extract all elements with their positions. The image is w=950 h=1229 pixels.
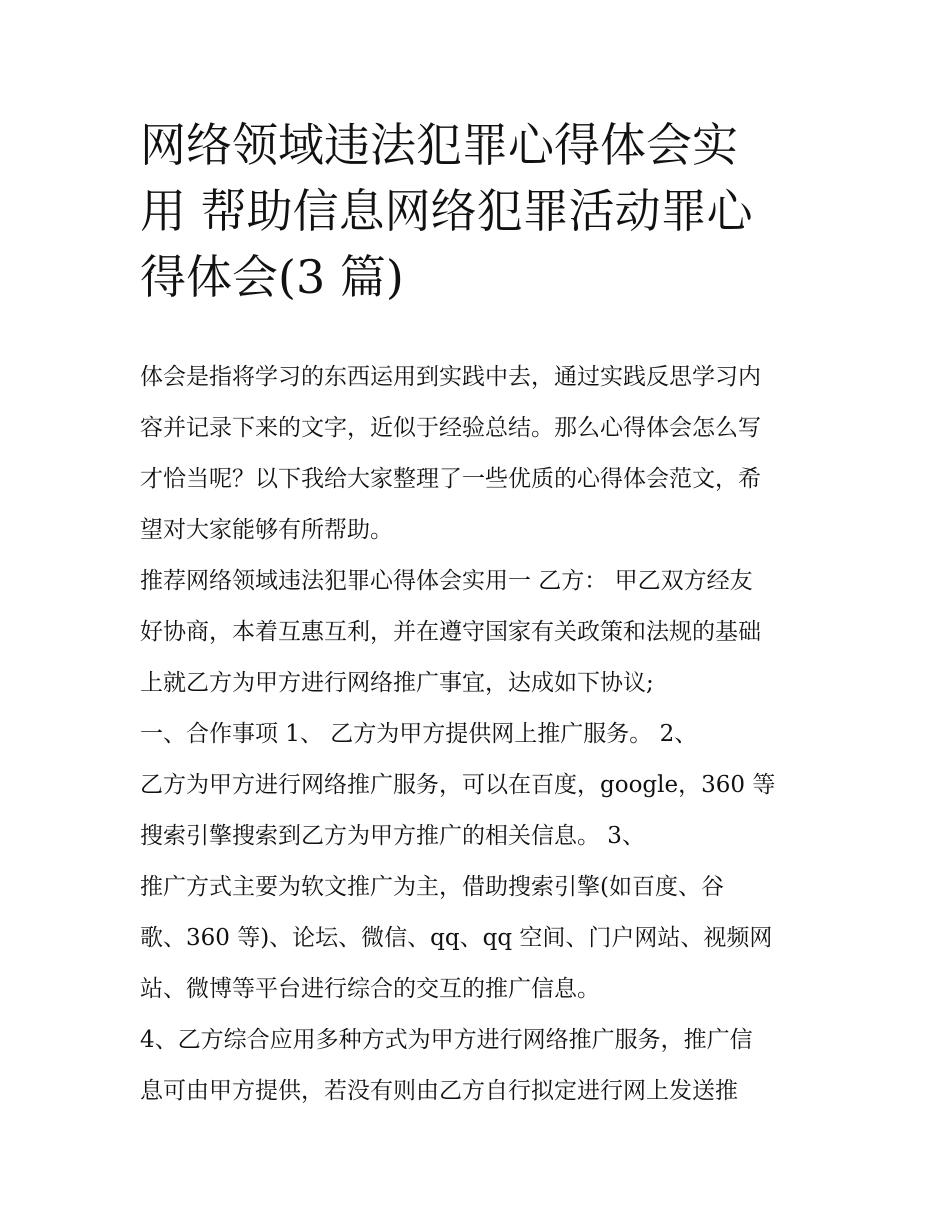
text-line: 乙方为甲方进行网络推广服务，可以在百度，google，360 等 (140, 772, 776, 798)
text-line: 好协商，本着互惠互利，并在遵守国家有关政策和法规的基础 (140, 619, 761, 645)
text-line: 息可由甲方提供，若没有则由乙方自行拟定进行网上发送推 (140, 1078, 738, 1104)
text-line: 望对大家能够有所帮助。 (140, 517, 393, 543)
title-line: 用 帮助信息网络犯罪活动罪心 (140, 184, 753, 238)
title-line: 得体会(3 篇) (140, 250, 404, 304)
text-line: 才恰当呢？以下我给大家整理了一些优质的心得体会范文，希 (140, 466, 761, 492)
intro-paragraph (140, 352, 820, 556)
document-title (140, 112, 820, 310)
text-line: 容并记录下来的文字，近似于经验总结。那么心得体会怎么写 (140, 415, 761, 441)
text-line: 歌、360 等)、论坛、微信、qq、qq 空间、门户网站、视频网 (140, 925, 773, 951)
text-line: 一、合作事项 1、 乙方为甲方提供网上推广服务。 2、 (140, 721, 698, 747)
document-body (140, 352, 820, 1117)
service-paragraph (140, 1015, 820, 1117)
text-line: 站、微博等平台进行综合的交互的推广信息。 (140, 976, 600, 1002)
text-line: 推荐网络领域违法犯罪心得体会实用一 乙方： 甲乙双方经友 (140, 568, 753, 594)
cooperation-paragraph (140, 709, 820, 1015)
title-line: 网络领域违法犯罪心得体会实 (140, 118, 738, 172)
text-line: 上就乙方为甲方进行网络推广事宜，达成如下协议; (140, 670, 654, 696)
agreement-paragraph (140, 556, 820, 709)
text-line: 4、乙方综合应用多种方式为甲方进行网络推广服务，推广信 (140, 1027, 753, 1053)
text-line: 体会是指将学习的东西运用到实践中去，通过实践反思学习内 (140, 364, 761, 390)
text-line: 推广方式主要为软文推广为主，借助搜索引擎(如百度、谷 (140, 874, 724, 900)
text-line: 搜索引擎搜索到乙方为甲方推广的相关信息。 3、 (140, 823, 645, 849)
